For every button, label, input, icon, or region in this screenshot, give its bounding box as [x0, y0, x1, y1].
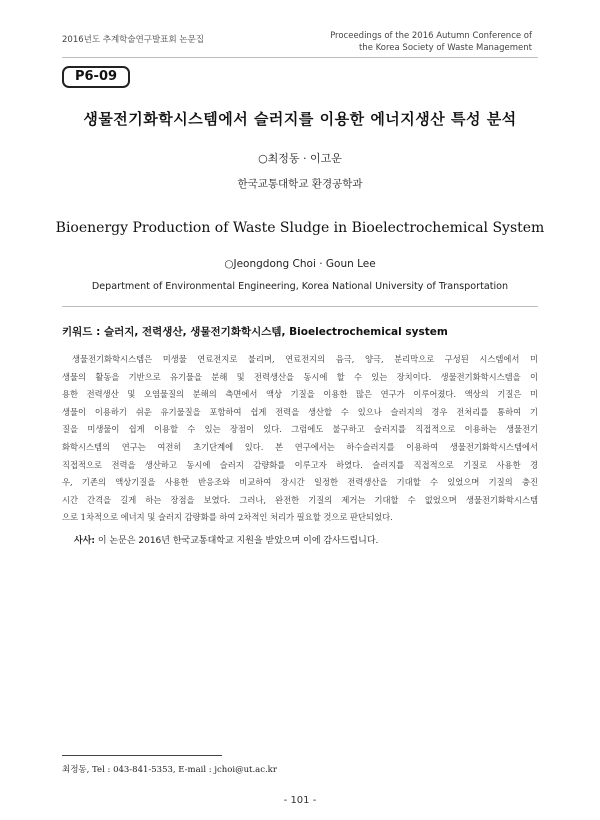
- abstract-line: 시간 간격을 길게 하는 장점을 보였다. 그러나, 완전한 기질의 제거는 기대할 수 없었으며 생물전기화학시스템: [62, 494, 538, 505]
- abstract-line: 직접적으로 전력을 생산하고 동시에 슬러지 감량화를 이루고자 하였다. 슬러지를 직접적으로 기질로 사용한 경: [62, 459, 538, 470]
- abstract-line: 생물의 활동을 기반으로 유기물을 분해 및 전력생산을 동시에 할 수 있는 장치이다. 생물전기화학시스템을 이: [62, 371, 538, 382]
- affiliation-english: Department of Environmental Engineering, Korea National University of Transportation: [91, 281, 509, 292]
- keywords: [62, 324, 448, 339]
- abstract-line: 우, 기존의 액상기질을 사용한 반응조와 비교하여 장시간 일정한 전력생산을 기대할 수 있었으며 기질의 충진: [62, 477, 538, 488]
- abstract-body: [62, 351, 538, 527]
- authors-korean: ○최정동 · 이고운: [258, 152, 342, 165]
- affiliation-korean: 한국교통대학교 환경공학과: [237, 178, 363, 190]
- acknowledgment-label: 사사:: [74, 536, 95, 546]
- header-rule: [62, 57, 538, 58]
- acknowledgment: [74, 533, 378, 546]
- abstract-line: 생물이 이용하기 쉬운 유기물질을 포함하여 쉽게 전력을 생산할 수 있으나 슬러지의 경우 전처리를 통하여 기: [62, 406, 538, 417]
- section-rule: [62, 306, 538, 307]
- title-english: Bioenergy Production of Waste Sludge in Bioelectrochemical System: [55, 220, 545, 236]
- acknowledgment-text: 이 논문은 2016년 한국교통대학교 지원을 받았으며 이에 감사드립니다.: [97, 536, 379, 546]
- header-left: 2016년도 추계학술연구발표회 논문집: [62, 35, 204, 45]
- header-right: [330, 30, 532, 54]
- abstract-line: 용한 전력생산 및 오염물질의 분해의 측면에서 액상 기질을 이용한 많은 연구가 이루어졌다. 액상의 기질은 미: [62, 389, 538, 400]
- header-right-line2: the Korea Society of Waste Management: [358, 43, 532, 53]
- paper-id-badge: P6-09: [62, 66, 130, 88]
- page-number: - 101 -: [283, 795, 317, 806]
- abstract-line: 으로 1차적으로 에너지 및 슬러지 감량화를 하여 2차적인 처리가 필요할 것으로 판단되었다.: [62, 512, 393, 523]
- keywords-label: 키워드 :: [62, 326, 101, 338]
- header-right-line1: Proceedings of the 2016 Autumn Conference of: [330, 31, 532, 41]
- footnote-rule: [62, 755, 222, 756]
- authors-english: ○Jeongdong Choi · Goun Lee: [224, 258, 376, 270]
- keywords-text: 슬러지, 전력생산, 생물전기화학시스템, Bioelectrochemical system: [103, 326, 448, 338]
- abstract-line: 화학시스템의 연구는 여전히 초기단계에 있다. 본 연구에서는 하수슬러지를 이용하여 생물전기화학시스템에서: [62, 441, 538, 452]
- footnote: 최정동, Tel : 043-841-5353, E-mail : jchoi@ut.ac.kr: [62, 765, 277, 775]
- title-korean: 생물전기화학시스템에서 슬러지를 이용한 에너지생산 특성 분석: [83, 110, 517, 128]
- abstract-line: 질을 미생물이 쉽게 이용할 수 있는 장점이 있다. 그럼에도 불구하고 슬러지를 직접적으로 이용하는 생물전기: [62, 424, 538, 435]
- abstract-line: 생물전기화학시스템은 미생물 연료전지로 불리며, 연료전지의 음극, 양극, 분리막으로 구성된 시스템에서 미: [72, 354, 538, 364]
